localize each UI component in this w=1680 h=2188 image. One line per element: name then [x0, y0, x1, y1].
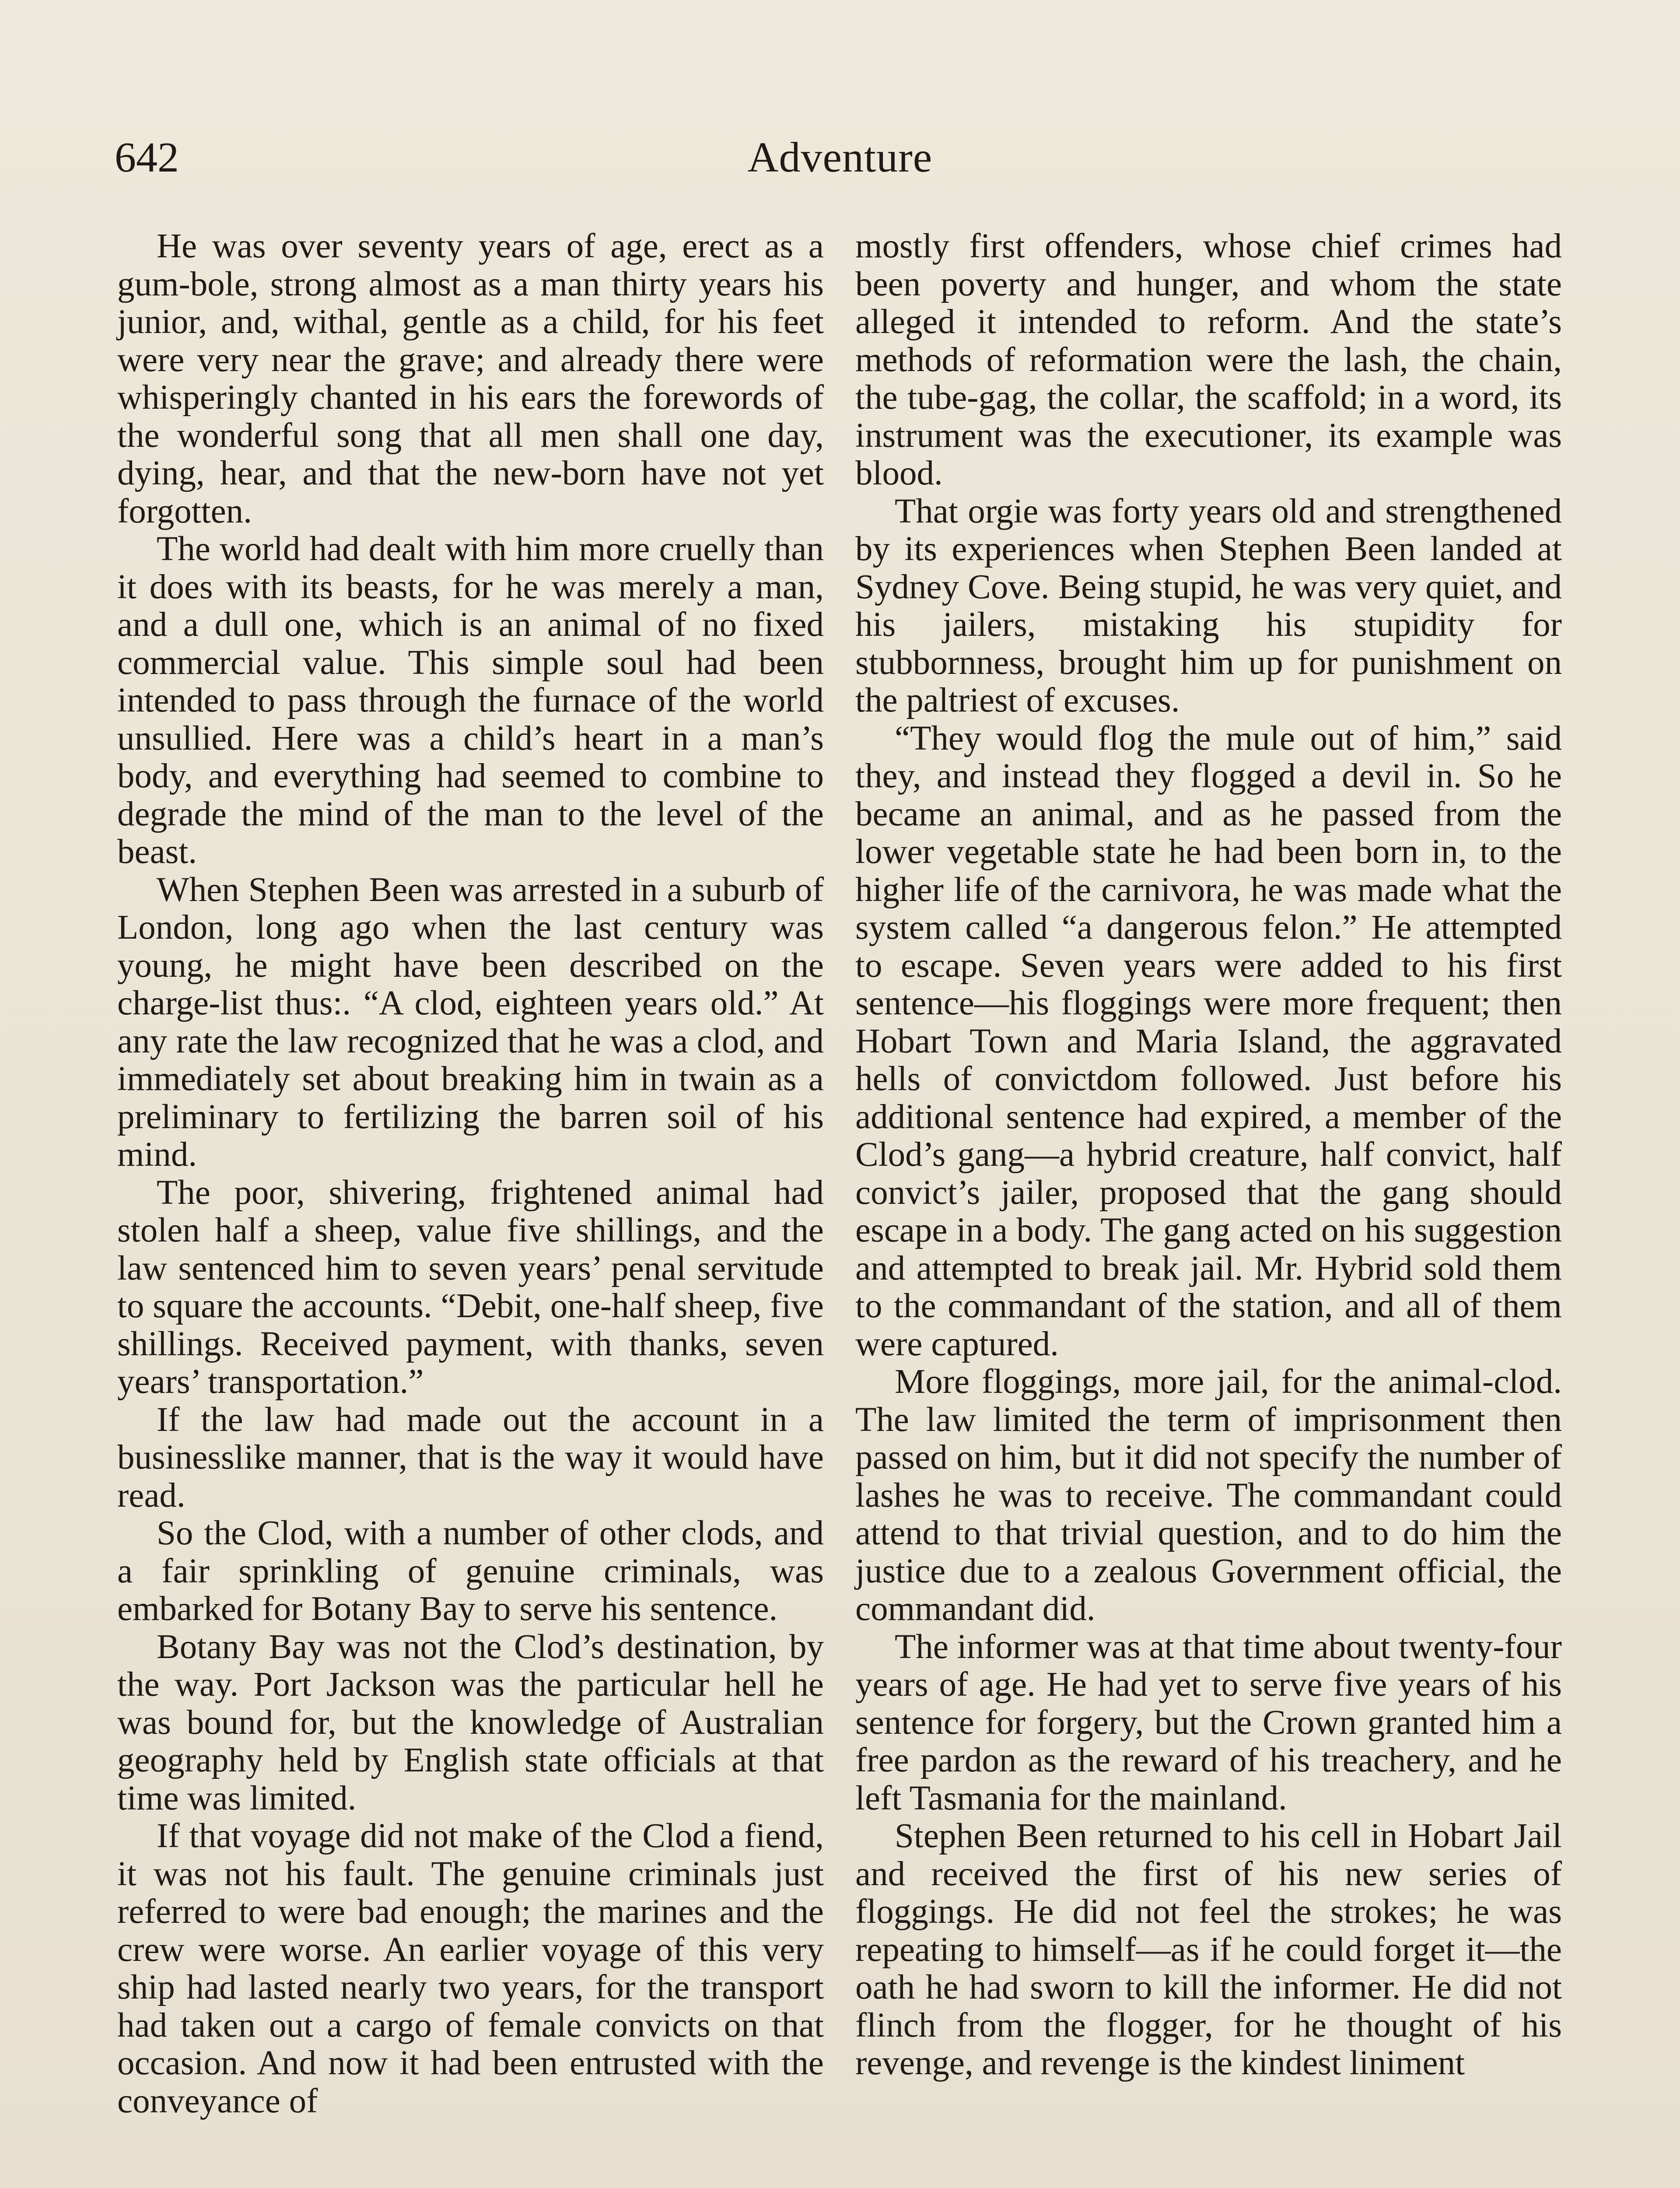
paragraph: Stephen Been returned to his cell in Hobart Jail and received the first of his new series of floggings. He did not feel the strokes; he was repeating to himself—as if he could forget it—the oath he had sworn to kill the informer. He did not flinch from the flogger, for he thought of his revenge, and revenge is the kindest liniment [855, 1817, 1562, 2082]
paragraph-continuation: mostly first offenders, whose chief crimes had been poverty and hunger, and whom the state alleged it intended to reform. And the state’s methods of reformation were the lash, the chain, the tube-gag, the collar, the scaffold; in a word, its instrument was the executioner, its example was blood. [855, 227, 1562, 492]
paragraph: Botany Bay was not the Clod’s destination, by the way. Port Jackson was the particular hell he was bound for, but the knowledge of Australian geography held by English state officials at that time was limited. [117, 1627, 824, 1817]
left-column [117, 228, 824, 2120]
paragraph: The informer was at that time about twenty-four years of age. He had yet to serve five years of his sentence for forgery, but the Crown granted him a free pardon as the reward of his treachery, and he left Tasmania for the mainland. [855, 1627, 1562, 1817]
paragraph: If the law had made out the account in a businesslike manner, that is the way it would have read. [117, 1400, 824, 1515]
paragraph: He was over seventy years of age, erect as a gum-bole, strong almost as a man thirty years his junior, and, withal, gentle as a child, for his feet were very near the grave; and already there were whisperingly chanted in his ears the forewords of the wonderful song that all men shall one day, dying, hear, and that the new-born have not yet forgotten. [117, 227, 824, 530]
paragraph: If that voyage did not make of the Clod a fiend, it was not his fault. The genuine criminals just referred to were bad enough; the marines and the crew were worse. An earlier voyage of this very ship had lasted nearly two years, for the transport had taken out a cargo of female convicts on that occasion. And now it had been entrusted with the conveyance of [117, 1817, 824, 2120]
paragraph: The poor, shivering, frightened animal had stolen half a sheep, value five shillings, and the law sentenced him to seven years’ penal servitude to square the accounts. “Debit, one-half sheep, five shillings. Received payment, with thanks, seven years’ transportation.” [117, 1173, 824, 1401]
paragraph: When Stephen Been was arrested in a suburb of London, long ago when the last century was young, he might have been described on the charge-list thus:. “A clod, eighteen years old.” At any rate the law recognized that he was a clod, and immediately set about breaking him in twain as a preliminary to fertilizing the barren soil of his mind. [117, 870, 824, 1174]
paragraph: More floggings, more jail, for the animal-clod. The law limited the term of imprisonment then passed on him, but it did not specify the number of lashes he was to receive. The commandant could attend to that trivial question, and to do him the justice due to a zealous Government official, the commandant did. [855, 1363, 1562, 1628]
paragraph: “They would flog the mule out of him,” said they, and instead they flogged a devil in. So he became an animal, and as he passed from the lower vegetable state he had been born in, to the higher life of the carnivora, he was made what the system called “a dangerous felon.” He attempted to escape. Seven years were added to his first sentence—his floggings were more frequent; then Hobart Town and Maria Island, the aggravated hells of convictdom followed. Just before his additional sentence had expired, a member of the Clod’s gang—a hybrid creature, half convict, half convict’s jailer, proposed that the gang should escape in a body. The gang acted on his suggestion and attempted to break jail. Mr. Hybrid sold them to the commandant of the station, and all of them were captured. [855, 719, 1562, 1363]
running-title: Adventure [747, 134, 933, 181]
paragraph: The world had dealt with him more cruelly than it does with its beasts, for he was merely a man, and a dull one, which is an animal of no fixed commercial value. This simple soul had been intended to pass through the furnace of the world unsullied. Here was a child’s heart in a man’s body, and everything had seemed to combine to degrade the mind of the man to the level of the beast. [117, 530, 824, 871]
page-number: 642 [115, 134, 179, 181]
right-column [855, 228, 1562, 2083]
paragraph: That orgie was forty years old and strengthened by its experiences when Stephen Been landed at Sydney Cove. Being stupid, he was very quiet, and his jailers, mistaking his stupidity for stubbornness, brought him up for punishment on the paltriest of excuses. [855, 492, 1562, 719]
paragraph: So the Clod, with a number of other clods, and a fair sprinkling of genuine criminals, was embarked for Botany Bay to serve his sentence. [117, 1514, 824, 1628]
page-header [115, 127, 1565, 193]
